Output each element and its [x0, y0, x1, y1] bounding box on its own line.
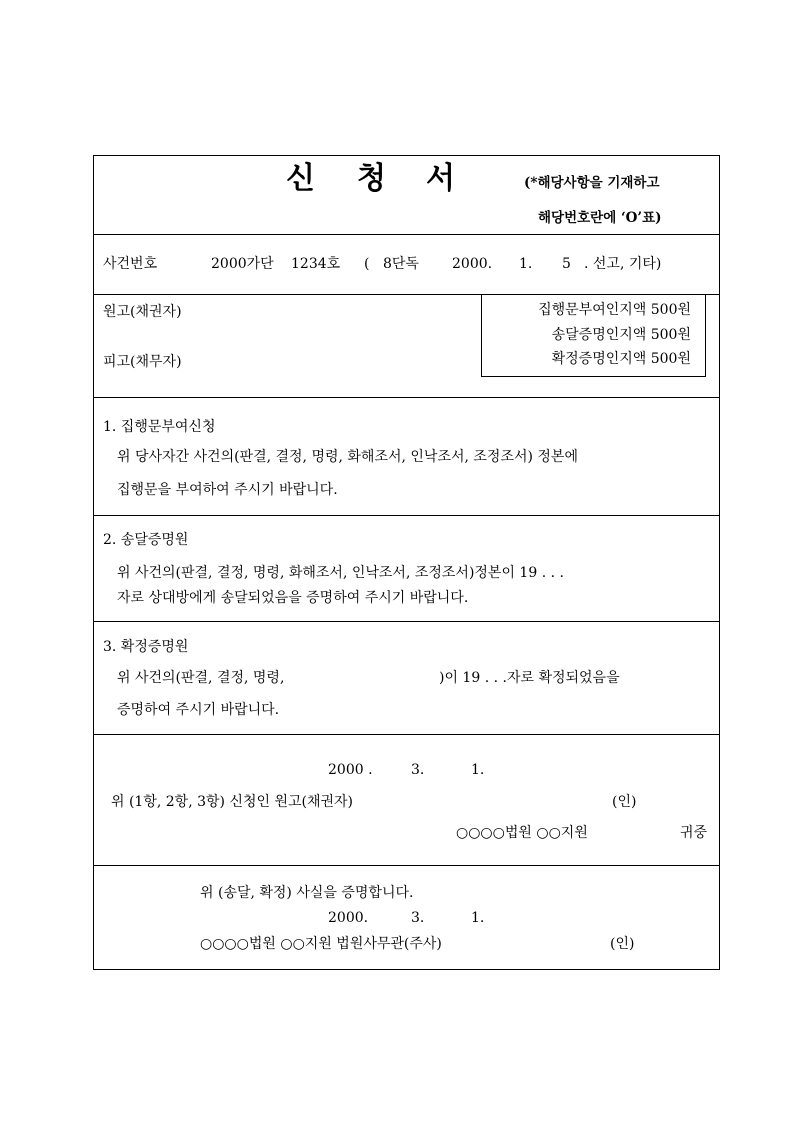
fee-finality-cert: 확정증명인지액 500원 [551, 351, 691, 367]
section3-line2: 증명하여 주시기 바랍니다. [117, 702, 280, 718]
fee-service-cert: 송달증명인지액 500원 [551, 327, 691, 343]
ruling-year: 2000. [452, 256, 493, 272]
ruling-day: 5 [562, 256, 571, 272]
section1-line1: 위 당사자간 사건의(판결, 결정, 명령, 화해조서, 인낙조서, 조정조서) 정본에 [117, 449, 578, 465]
signature-date-day: 1. [471, 762, 485, 778]
section-finality-certificate [94, 621, 719, 735]
instruction-note-line2: 해당번호란에 ‘O’표) [538, 210, 662, 226]
defendant-label: 피고(채무자) [103, 354, 182, 370]
case-paren-open: ( [364, 256, 370, 272]
title-char-2: 청 [357, 161, 386, 196]
case-number-value: 1234호 [291, 256, 341, 272]
certification-date-month: 3. [411, 910, 425, 926]
plaintiff-label: 원고(채권자) [103, 304, 182, 320]
fee-execution-clause: 집행문부여인지액 500원 [538, 302, 691, 318]
section3-heading: 3. 확정증명원 [103, 639, 189, 655]
certification-statement: 위 (송달, 확정) 사실을 증명합니다. [200, 885, 414, 901]
section2-heading: 2. 송달증명원 [103, 532, 189, 548]
section3-line1-start: 위 사건의(판결, 결정, 명령, [117, 670, 285, 686]
application-form [93, 155, 720, 970]
certification-date-year: 2000. [328, 910, 369, 926]
case-number-type: 2000가단 [211, 256, 274, 272]
section3-line1-end: )이 19 . . .자로 확정되었음을 [439, 670, 620, 686]
section-service-certificate [94, 515, 719, 622]
certification-date-day: 1. [471, 910, 485, 926]
certification-section [94, 865, 719, 972]
applicant-seal: (인) [612, 794, 637, 810]
title-char-3: 서 [426, 161, 455, 196]
court-name: ○○○○법원 ○○지원 [456, 825, 588, 841]
court-division: 8단독 [383, 256, 419, 272]
case-number-label: 사건번호 [103, 256, 158, 272]
title-char-1: 신 [286, 161, 315, 196]
officer-seal: (인) [610, 936, 635, 952]
section-execution-clause [94, 397, 719, 516]
case-number-row [94, 234, 719, 295]
signature-date-year: 2000 . [328, 762, 373, 778]
honorific: 귀중 [680, 825, 708, 841]
stamp-fee-box [481, 294, 706, 377]
signature-section [94, 734, 719, 866]
ruling-type-suffix: . 선고, 기타) [584, 256, 662, 272]
section2-line1: 위 사건의(판결, 결정, 명령, 화해조서, 인낙조서, 조정조서)정본이 19 . . . [117, 565, 564, 581]
applicant-line: 위 (1항, 2항, 3항) 신청인 원고(채권자) [111, 794, 354, 810]
ruling-month: 1. [519, 256, 533, 272]
signature-date-month: 3. [411, 762, 425, 778]
court-officer: ○○○○법원 ○○지원 법원사무관(주사) [200, 936, 442, 952]
section1-heading: 1. 집행문부여신청 [103, 419, 216, 435]
section2-line2: 자로 상대방에게 송달되었음을 증명하여 주시기 바랍니다. [117, 590, 469, 606]
section1-line2: 집행문을 부여하여 주시기 바랍니다. [117, 482, 338, 498]
instruction-note-line1: (*해당사항을 기재하고 [524, 175, 660, 191]
